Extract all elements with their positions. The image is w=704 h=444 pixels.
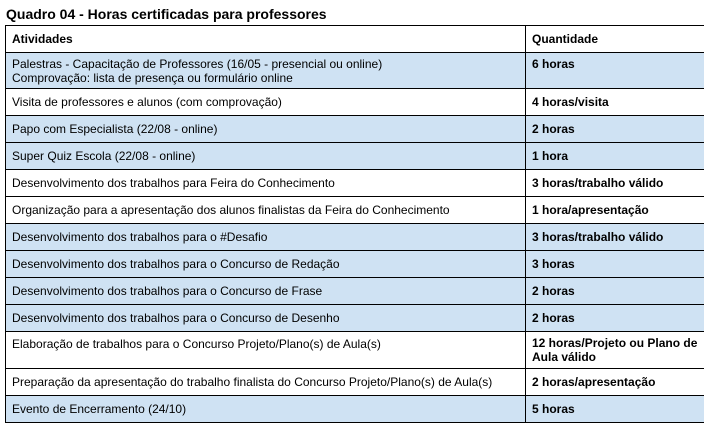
header-row [6,26,704,53]
activity-text: Palestras - Capacitação de Professores (16/05 - presencial ou online) [12,56,383,71]
table-title: Quadro 04 - Horas certificadas para professores [6,6,327,22]
table-row [6,197,704,224]
quantity-cell: 3 horas [526,251,704,278]
quantity-cell: 3 horas/trabalho válido [526,224,704,251]
quantity-cell: 6 horas [526,53,704,89]
table-row [6,89,704,116]
table-row [6,369,704,396]
activity-cell: Preparação da apresentação do trabalho finalista do Concurso Projeto/Plano(s) de Aula(s) [6,369,526,396]
activity-cell: Evento de Encerramento (24/10) [6,396,526,423]
quantity-cell: 1 hora [526,143,704,170]
quantity-cell [526,332,704,369]
table-row [6,53,704,89]
quantity-cell: 5 horas [526,396,704,423]
activity-cell: Desenvolvimento dos trabalhos para o Concurso de Desenho [6,305,526,332]
activity-cell: Super Quiz Escola (22/08 - online) [6,143,526,170]
quantity-text-line2: Aula válido [532,350,597,364]
header-quantity: Quantidade [526,26,704,53]
table-row [6,305,704,332]
activity-text-line2: Comprovação: lista de presença ou formulário online [12,70,293,85]
table-row [6,396,704,423]
table-row [6,143,704,170]
activity-cell: Organização para a apresentação dos alunos finalistas da Feira do Conhecimento [6,197,526,224]
table-row [6,278,704,305]
quantity-cell: 2 horas [526,116,704,143]
quantity-text: 12 horas/Projeto ou Plano de [532,336,698,350]
table-row [6,170,704,197]
table-row [6,332,704,369]
quantity-cell: 2 horas [526,305,704,332]
table-row [6,116,704,143]
activity-cell: Desenvolvimento dos trabalhos para o Concurso de Frase [6,278,526,305]
quantity-cell: 4 horas/visita [526,89,704,116]
table-row [6,251,704,278]
activity-cell: Visita de professores e alunos (com comprovação) [6,89,526,116]
quantity-cell: 3 horas/trabalho válido [526,170,704,197]
table-body [6,53,704,423]
activity-cell [6,53,526,89]
quantity-cell: 2 horas [526,278,704,305]
activity-cell: Desenvolvimento dos trabalhos para o #Desafio [6,224,526,251]
header-activities: Atividades [6,26,526,53]
activity-cell: Desenvolvimento dos trabalhos para o Concurso de Redação [6,251,526,278]
activity-cell: Desenvolvimento dos trabalhos para Feira do Conhecimento [6,170,526,197]
quantity-cell: 2 horas/apresentação [526,369,704,396]
activity-cell: Elaboração de trabalhos para o Concurso Projeto/Plano(s) de Aula(s) [6,332,526,369]
activity-cell: Papo com Especialista (22/08 - online) [6,116,526,143]
table-row [6,224,704,251]
hours-table [5,25,704,423]
quantity-cell: 1 hora/apresentação [526,197,704,224]
